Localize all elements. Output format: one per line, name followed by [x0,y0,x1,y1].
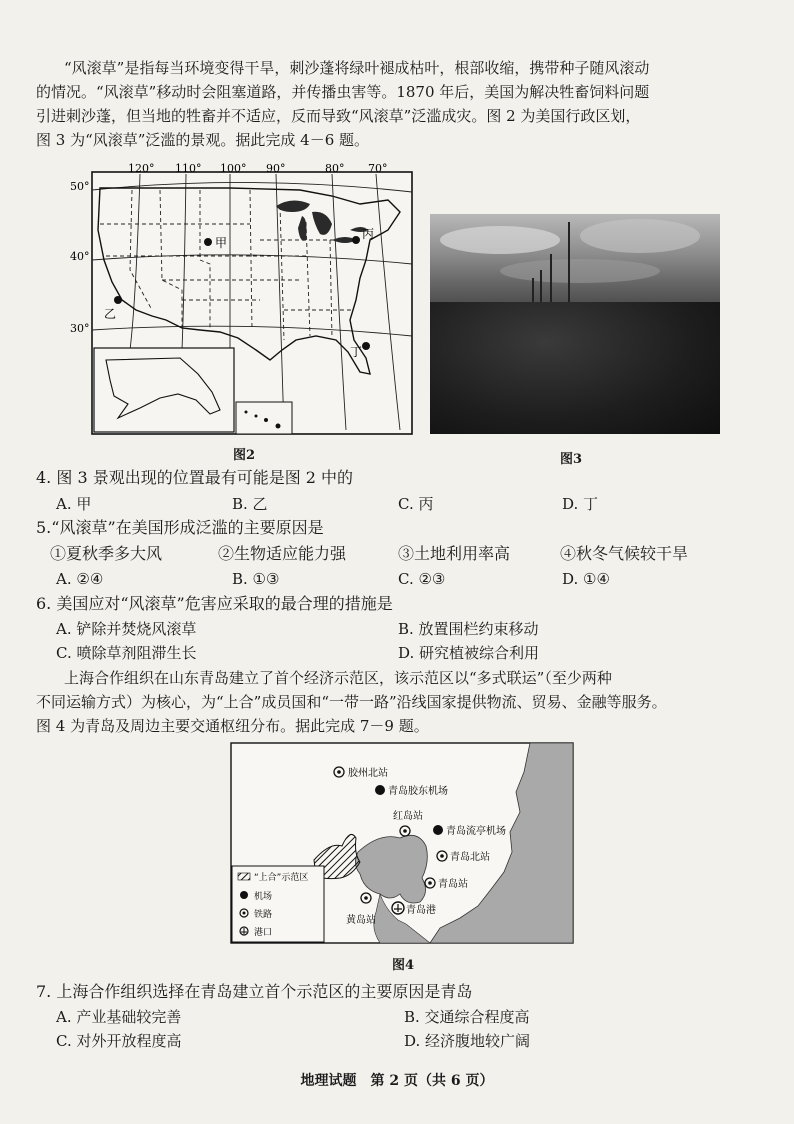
q5-option-a[interactable]: A. ②④ [56,570,104,588]
page-footer: 地理试题 第 2 页（共 6 页） [300,1073,494,1089]
q5-option-d[interactable]: D. ①④ [562,570,610,588]
place-yi-label: 乙 [104,307,117,321]
station-qingdao-port: 青岛港 [406,905,436,916]
q4-option-b[interactable]: B. 乙 [232,495,268,513]
place-jia-marker [204,238,212,246]
intro2-line-3: 图 4 为青岛及周边主要交通枢纽分布。据此完成 7－9 题。 [36,717,429,735]
intro1-line-3: 引进刺沙蓬，但当地的牲畜并不适应，反而导致“风滚草”泛滥成灾。图 2 为美国行政区划， [36,107,641,125]
airport-icon [433,825,443,835]
place-ding-marker [362,342,370,350]
figure-2-caption: 图2 [233,448,256,463]
place-ding-label: 丁 [350,345,363,359]
intro-paragraph-1 [36,56,766,152]
place-yi-marker [114,296,122,304]
q6-option-a[interactable]: A. 铲除并焚烧风滚草 [56,620,197,638]
q5-item-3: ③土地利用率高 [398,544,511,563]
q4-option-d[interactable]: D. 丁 [562,495,599,513]
station-qingdao-north: 青岛北站 [450,852,490,863]
figure-2-us-map [70,160,420,440]
place-jia-label: 甲 [215,236,228,250]
place-bing-marker [352,236,360,244]
lat-label: 40° [70,250,90,263]
lon-label: 80° [325,162,345,175]
q5-option-c[interactable]: C. ②③ [398,570,446,588]
intro1-line-2: 的情况。“风滚草”移动时会阻塞道路，并传播虫害等。1870 年后，美国为解决牲畜饲料问题 [36,83,650,101]
figure-4-caption: 图4 [392,958,415,973]
intro-paragraph-2 [36,666,766,738]
q4-option-a[interactable]: A. 甲 [56,495,92,513]
q5-item-4: ④秋冬气候较干旱 [560,544,689,563]
q7-option-b[interactable]: B. 交通综合程度高 [404,1008,530,1026]
lon-label: 120° [128,162,155,175]
place-bing-label: 丙 [362,227,375,241]
lon-label: 100° [220,162,247,175]
station-qingdao: 青岛站 [438,879,468,890]
question-5-stem: 5.“风滚草”在美国形成泛滥的主要原因是 [36,518,324,537]
figure-4-qingdao-map [230,742,576,946]
station-jiaodong-airport: 青岛胶东机场 [388,786,448,797]
q6-option-b[interactable]: B. 放置围栏约束移动 [398,620,539,638]
legend-port: 港口 [254,928,273,938]
lon-label: 90° [266,162,286,175]
question-7-stem: 7. 上海合作组织选择在青岛建立首个示范区的主要原因是青岛 [36,982,473,1001]
intro1-line-4: 图 3 为“风滚草”泛滥的景观。据此完成 4－6 题。 [36,131,370,149]
legend-railway: 铁路 [254,910,273,920]
figure-3-photo [430,214,720,434]
q6-option-c[interactable]: C. 喷除草剂阻滞生长 [56,644,197,662]
question-6-stem: 6. 美国应对“风滚草”危害应采取的最合理的措施是 [36,594,393,613]
intro2-line-2: 不同运输方式）为核心，为“上合”成员国和“一带一路”沿线国家提供物流、贸易、金融等服务。 [36,693,667,711]
figure-3-caption: 图3 [560,452,583,467]
q7-option-c[interactable]: C. 对外开放程度高 [56,1032,182,1050]
lat-label: 30° [70,322,90,335]
legend-sco-zone: “上合”示范区 [254,873,309,883]
station-jiaozhou-north: 胶州北站 [348,768,388,779]
q7-option-d[interactable]: D. 经济腹地较广阔 [404,1032,531,1050]
intro2-line-1: 上海合作组织在山东青岛建立了首个经济示范区，该示范区以“多式联运”（至少两种 [64,669,612,687]
lon-label: 110° [175,162,202,175]
lat-label: 50° [70,180,90,193]
lon-label: 70° [368,162,388,175]
airport-icon [375,785,385,795]
station-liuting-airport: 青岛流亭机场 [446,826,506,837]
q5-option-b[interactable]: B. ①③ [232,570,280,588]
q5-item-2: ②生物适应能力强 [218,544,347,563]
intro1-line-1: “风滚草”是指每当环境变得干旱，刺沙蓬将绿叶褪成枯叶，根部收缩，携带种子随风滚动 [64,59,650,77]
station-huangdao: 黄岛站 [346,915,376,926]
question-4-stem: 4. 图 3 景观出现的位置最有可能是图 2 中的 [36,468,354,487]
q6-option-d[interactable]: D. 研究植被综合利用 [398,644,540,662]
station-hongdao: 红岛站 [393,811,423,822]
q7-option-a[interactable]: A. 产业基础较完善 [56,1008,182,1026]
legend-airport: 机场 [254,892,273,902]
q4-option-c[interactable]: C. 丙 [398,495,434,513]
q5-item-1: ①夏秋季多大风 [50,544,163,563]
